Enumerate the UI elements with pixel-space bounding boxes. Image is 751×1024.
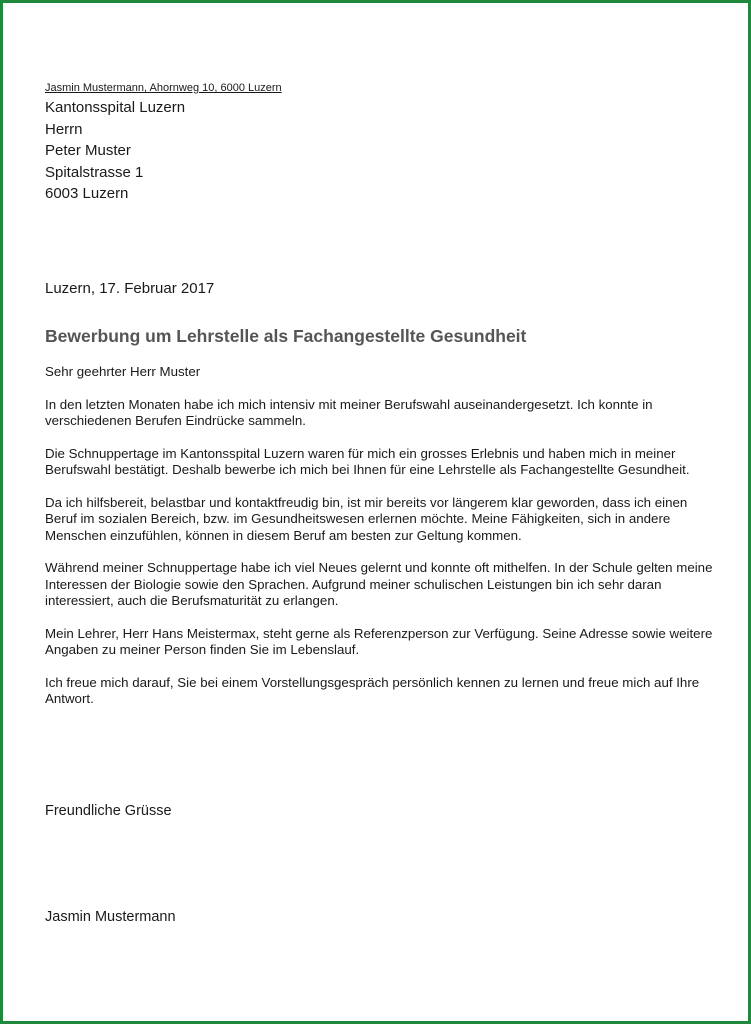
paragraph-2: Die Schnuppertage im Kantonsspital Luzern waren für mich ein grosses Erlebnis und haben mich in meiner Berufswahl bestätigt. Deshalb bewerbe ich mich bei Ihnen für eine Lehrstelle als Fachangestellte Gesundheit. bbox=[45, 446, 690, 478]
recipient-title: Herrn bbox=[45, 120, 83, 138]
recipient-address-block bbox=[45, 97, 185, 205]
letter-date: Luzern, 17. Februar 2017 bbox=[45, 280, 215, 297]
letter-subject: Bewerbung um Lehrstelle als Fachangestellte Gesundheit bbox=[45, 326, 527, 346]
recipient-name: Peter Muster bbox=[45, 142, 131, 159]
recipient-street: Spitalstrasse 1 bbox=[45, 163, 144, 181]
recipient-organization: Kantonsspital Luzern bbox=[45, 99, 186, 116]
paragraph-4: Während meiner Schnuppertage habe ich viel Neues gelernt und konnte oft mithelfen. In der Schule gelten meine Interessen der Biologie sowie den Sprachen. Aufgrund meiner schulischen Leistungen bin ich sehr daran interessiert, auch die Berufsmaturität zu erlangen. bbox=[45, 560, 713, 608]
closing-phrase: Freundliche Grüsse bbox=[45, 803, 172, 819]
paragraph-6: Ich freue mich darauf, Sie bei einem Vorstellungsgespräch persönlich kennen zu lernen und freue mich auf Ihre Antwort. bbox=[45, 674, 700, 706]
recipient-city: 6003 Luzern bbox=[45, 185, 129, 202]
sender-address-line: Jasmin Mustermann, Ahornweg 10, 6000 Luzern bbox=[45, 82, 282, 94]
signature-name: Jasmin Mustermann bbox=[45, 909, 176, 925]
paragraph-3: Da ich hilfsbereit, belastbar und kontaktfreudig bin, ist mir bereits vor längerem klar geworden, dass ich einen Beruf im sozialen Bereich, bzw. im Gesundheitswesen erlernen möchte. Meine Fähigkeiten, sich in andere Menschen einzufühlen, können in diesem Beruf am besten zur Geltung kommen. bbox=[45, 495, 688, 543]
letter-body bbox=[45, 364, 715, 724]
salutation: Sehr geehrter Herr Muster bbox=[45, 364, 201, 379]
paragraph-5: Mein Lehrer, Herr Hans Meistermax, steht gerne als Referenzperson zur Verfügung. Seine Adresse sowie weitere Angaben zu meiner Person finden Sie im Lebenslauf. bbox=[45, 625, 713, 657]
paragraph-1: In den letzten Monaten habe ich mich intensiv mit meiner Berufswahl auseinandergesetzt. Ich konnte in verschiedenen Berufen Eindrücke sammeln. bbox=[45, 397, 653, 429]
